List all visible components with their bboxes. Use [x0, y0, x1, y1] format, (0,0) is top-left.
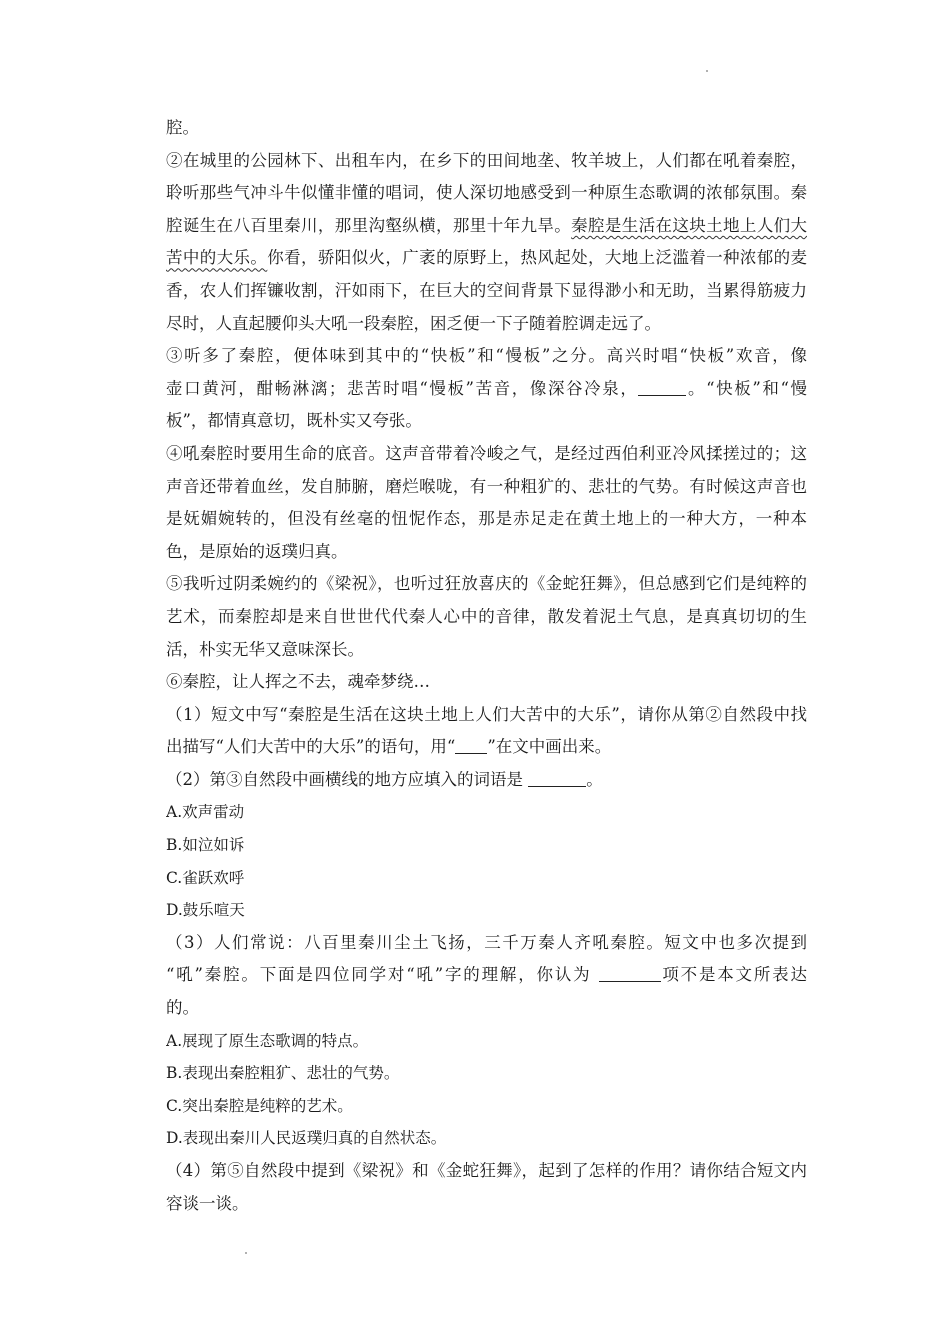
p1-end-line: 腔。 [166, 118, 199, 137]
q2-option-c[interactable]: C.雀跃欢呼 [166, 868, 245, 887]
q2-option-a[interactable]: A.欢声雷动 [166, 803, 245, 822]
document-page [166, 112, 807, 1220]
q2-stem [166, 764, 807, 797]
q1-line-2-tail: ”在文中画出来。 [487, 737, 612, 757]
bottom-dot-mark [245, 1252, 247, 1254]
p2-line-5: 香，农人们挥镰收割，汗如雨下，在巨大的空间背景下显得渺小和无助，当累得筋疲力 [166, 280, 807, 300]
top-dot-mark [706, 70, 708, 72]
p4-line-1: ④吼秦腔时要用生命的底音。这声音带着冷峻之气，是经过西伯利亚冷风揉搓过的；这 [166, 443, 807, 463]
q2-option-b[interactable]: B.如泣如诉 [166, 836, 245, 855]
p2-line-3-text: 腔诞生在八百里秦川，那里沟壑纵横，那里十年九旱。 [166, 215, 572, 235]
wavy-underlined-sentence-part-2: 苦中的大乐。 [166, 248, 268, 268]
q4-line-2: 容谈一谈。 [166, 1193, 249, 1213]
q3-answer-blank[interactable] [599, 965, 661, 983]
p4-line-3: 是妩媚婉转的，但没有丝毫的忸怩作态，那是赤足走在黄土地上的一种大方，一种本 [166, 509, 807, 529]
q3-line-2-tail: 项不是本文所表达 [660, 965, 807, 985]
p5-line-2: 艺术，而秦腔却是来自世世代代秦人心中的音律，散发着泥土气息，是真真切切的生 [166, 606, 807, 626]
q1-line-2 [166, 731, 807, 764]
p2-line-6: 尽时，人直起腰仰头大吼一段秦腔，困乏便一下子随着腔调走远了。 [166, 313, 661, 333]
p3-line-2-text: 壶口黄河，酣畅淋漓；悲苦时唱“慢板”苦音，像深谷冷泉， [166, 378, 639, 398]
q3-option-c[interactable]: C.突出秦腔是纯粹的艺术。 [166, 1096, 353, 1115]
p2-line-1: ②在城里的公园林下、出租车内，在乡下的田间地垄、牧羊坡上，人们都在吼着秦腔， [166, 150, 807, 170]
p5-line-3: 活，朴实无华又意味深长。 [166, 639, 364, 659]
p2-line-3 [166, 210, 807, 243]
q1-line-2-text: 出描写“人们大苦中的大乐”的语句，用“ [166, 737, 456, 757]
p3-line-2 [166, 373, 807, 406]
p3-line-1: ③听多了秦腔，便体味到其中的“快板”和“慢板”之分。高兴时唱“快板”欢音，像 [166, 346, 807, 366]
q3-option-b[interactable]: B.表现出秦腔粗犷、悲壮的气势。 [166, 1064, 400, 1083]
q3-line-3: 的。 [166, 998, 199, 1018]
q2-stem-tail: 。 [586, 769, 603, 789]
underline-sample-blank [455, 737, 487, 755]
q3-line-2-text: “吼”秦腔。下面是四位同学对“吼”字的理解，你认为 [166, 965, 599, 985]
p3-line-3: 板”，都情真意切，既朴实又夸张。 [166, 411, 422, 431]
wavy-underlined-sentence-part-1: 秦腔是生活在这块土地上人们大 [571, 215, 807, 235]
q3-option-d[interactable]: D.表现出秦川人民返璞归真的自然状态。 [166, 1129, 447, 1148]
q4-line-1: （4）第⑤自然段中提到《梁祝》和《金蛇狂舞》，起到了怎样的作用？请你结合短文内 [166, 1161, 807, 1180]
p2-line-2: 聆听那些气冲斗牛似懂非懂的唱词，使人深切地感受到一种原生态歌调的浓郁氛围。秦 [166, 183, 807, 203]
p6-line: ⑥秦腔，让人挥之不去，魂牵梦绕… [166, 672, 430, 692]
p4-line-4: 色，是原始的返璞归真。 [166, 541, 348, 561]
q2-stem-text: （2）第③自然段中画横线的地方应填入的词语是 [166, 769, 529, 789]
q2-option-d[interactable]: D.鼓乐喧天 [166, 901, 245, 920]
p2-line-4-text: 你看，骄阳似火，广袤的原野上，热风起处，大地上泛滥着一种浓郁的麦 [267, 248, 807, 268]
p5-line-1: ⑤我听过阴柔婉约的《梁祝》，也听过狂放喜庆的《金蛇狂舞》，但总感到它们是纯粹的 [166, 574, 807, 594]
fill-in-blank[interactable] [638, 378, 686, 396]
q1-line-1: （1）短文中写“秦腔是生活在这块土地上人们大苦中的大乐”，请你从第②自然段中找 [166, 704, 807, 724]
p3-line-2-tail: 。“快板”和“慢 [686, 378, 807, 398]
q2-answer-blank[interactable] [528, 769, 586, 787]
q3-option-a[interactable]: A.展现了原生态歌调的特点。 [166, 1031, 369, 1050]
q3-line-1: （3）人们常说：八百里秦川尘土飞扬，三千万秦人齐吼秦腔。短文中也多次提到 [166, 932, 807, 952]
p4-line-2: 声音还带着血丝，发自肺腑，磨烂喉咙，有一种粗犷的、悲壮的气势。有时候这声音也 [166, 476, 807, 496]
q3-line-2 [166, 959, 807, 992]
p2-line-4 [166, 242, 807, 275]
